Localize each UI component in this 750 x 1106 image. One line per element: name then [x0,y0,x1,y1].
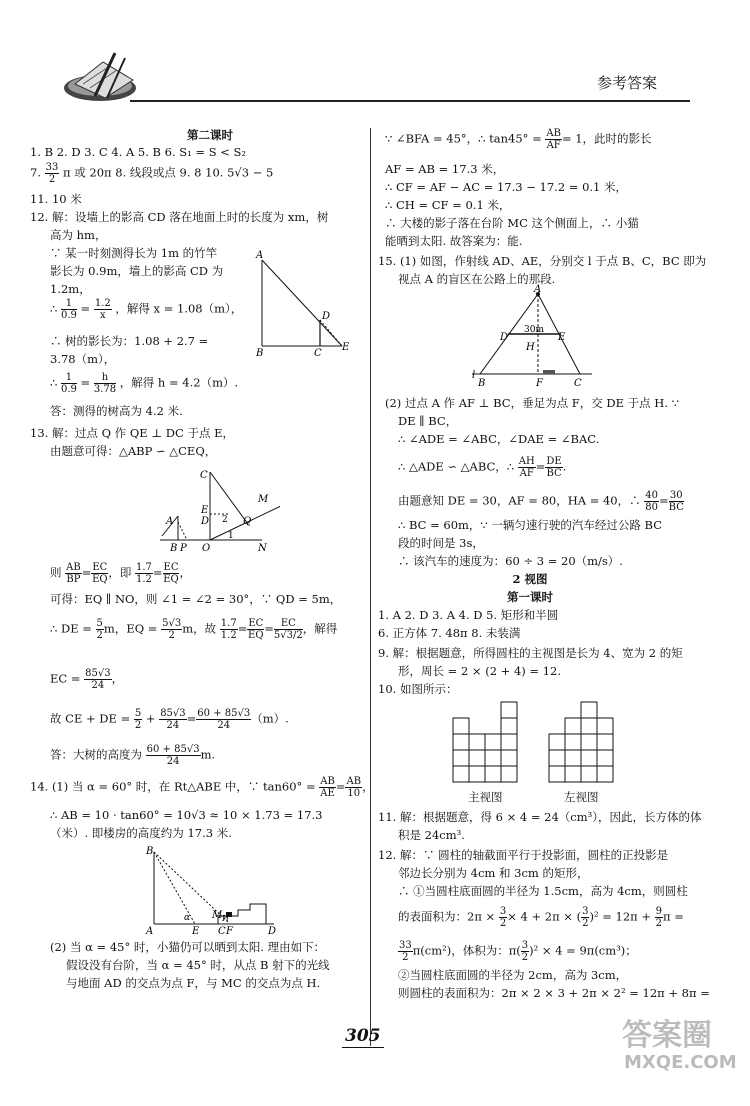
answers-1-6: 1. B 2. D 3. C 4. A 5. B 6. S₁ = S < S₂ [30,145,247,159]
label-m: M [258,494,269,505]
q13-line5: ∴ DE = $\frac{5}{2}$ m，EQ = $\frac{5√3}{2}$ m，故 $\frac{1.7}{1.2}$ = $\frac{EC}{EQ}$ = $\frac{EC}{5√3/2}$ ，解得 [50,618,338,641]
label-2: 2 [222,515,228,525]
s-q11-line2: 积是 24cm³. [398,828,465,842]
label-h: H [222,914,229,923]
q15-line5: ∴ ∠ADE = ∠ABC，∠DAE = ∠BAC. [398,432,600,446]
label-d: D [268,926,277,936]
r-line4: ∴ CH = CF = 0.1 米， [385,198,511,212]
page-number-underline [342,1047,384,1048]
label-b: B [478,378,486,389]
label-c: C [314,348,322,359]
label-a: A [146,926,154,936]
s-q12-line4: 的表面积为：2π × $\frac{3}{2}$ × 4 + 2π × ( $\frac{3}{2}$ )² = 12π + $\frac{9}{2}$ π = [398,906,684,929]
q13-line2: 由题意可得：△ABP ∽ △CEQ， [50,444,217,458]
q13-diagram [150,466,280,554]
q12-line6: ∴ $\frac{1}{0.9}$ = $\frac{1.2}{x}$ ，解得 x = 1.08（m）， [50,298,243,321]
q15-line3: (2) 过点 A 作 AF ⊥ BC，垂足为点 F，交 DE 于点 H. ∵ [385,396,679,410]
label-d: D [322,311,331,322]
column-divider [370,128,371,1046]
label-d: D [500,332,509,343]
s-q10: 10. 如图所示： [378,682,458,696]
label-a: A [256,250,264,261]
q13-line3: 则 $\frac{AB}{BP}$ = $\frac{EC}{EQ}$ ，即 $\frac{1.7}{1.2}$ = $\frac{EC}{EQ}$ ， [50,562,191,585]
q15-diagram [468,284,598,394]
q12-line10: 答：测得的树高为 4.2 米. [50,404,183,418]
label-e: E [342,342,350,353]
label-30m: 30m [524,325,544,335]
s-q9-line1: 9. 解：根据题意，所得圆柱的主视图是长为 4、宽为 2 的矩 [378,646,683,660]
label-b: B [170,543,178,554]
q14-line1: 14. (1) 当 α = 60° 时，在 Rt△ABE 中，∵ tan60° = $\frac{AB}{AE}$ = $\frac{AB}{10}$ ， [30,776,374,799]
r-line6: 能晒到太阳. 故答案为：能. [385,234,523,248]
label-b: B [146,846,154,857]
label-c: C [574,378,582,389]
q15-line8: ∴ BC = 60m，∵ 一辆匀速行驶的汽车经过公路 BC [398,518,663,532]
s-q12-line2: 邻边长分别为 4cm 和 3cm 的矩形， [398,866,589,880]
q15-line7: 由题意知 DE = 30，AF = 80，HA = 40，∴ $\frac{40}{80}$ = $\frac{30}{BC}$ [398,490,684,513]
label-1: 1 [228,531,234,541]
label-f: F [226,926,233,936]
label-f: F [536,378,543,389]
label-c: C [200,470,208,481]
s-q12-line6: ②当圆柱底面圆的半径为 2cm，高为 3cm， [398,968,628,982]
q14-line4: (2) 当 α = 45° 时，小猫仍可以晒到太阳. 理由如下： [50,940,326,954]
s-q9-line2: 形，周长 = 2 × (2 + 4) = 12. [398,664,561,678]
label-q: Q [243,516,252,527]
q15-line10: ∴ 该汽车的速度为：60 ÷ 3 = 20（m/s）. [398,554,623,568]
s-answers-1-5: 1. A 2. D 3. A 4. D 5. 矩形和半圆 [378,608,559,622]
answers-7-10: 7. $\frac{33}{2}$ π 或 20π 8. 线段或点 9. 8 10. 5√3 − 5 [30,162,274,185]
label-h: H [526,342,535,353]
q15-line1: 15. (1) 如图，作射线 AD、AE，分别交 l 于点 B、C，BC 即为 [378,254,707,268]
label-a: A [166,516,174,527]
label-m: M [212,910,223,921]
label-alpha: α [184,913,191,923]
left-view-caption: 左视图 [564,790,599,804]
q13-line6: EC = $\frac{85√3}{24}$ ， [50,668,124,691]
q14-diagram [140,844,280,936]
q14-line5: 假设没有台阶，当 α = 45° 时，从点 B 射下的光线 [66,958,330,972]
r-line3: ∴ CF = AF − AC = 17.3 − 17.2 = 0.1 米， [385,180,628,194]
q15-line6: ∴ △ADE ∽ △ABC，∴ $\frac{AH}{AF}$ = $\frac{DE}{BC}$ . [398,456,567,479]
main-view-caption: 主视图 [468,790,503,804]
watermark-url: MXQE.COM [624,1052,737,1073]
q12-line2: 高为 hm， [50,228,107,242]
watermark-logo: 答案圈 [622,1018,712,1053]
s-q12-line7: 则圆柱的表面积为：2π × 2 × 3 + 2π × 2² = 12π + 8π = [398,986,710,1000]
q15-line9: 段的时间是 3s， [398,536,484,550]
q13-line4: 可得：EQ ∥ NO，则 ∠1 = ∠2 = 30°，∵ QD = 5m， [50,592,342,606]
label-o: O [202,543,211,554]
label-n: N [258,543,267,554]
label-l: l [472,370,476,381]
q12-diagram [252,250,352,360]
q12-line5: 1.2m， [50,282,91,296]
section-title: 第二课时 [187,128,233,142]
s-answers-6-8: 6. 正方体 7. 48π 8. 未装满 [378,626,521,640]
label-e: E [192,926,200,936]
section2-title: 2 视图 [512,572,548,586]
q15-line2: 视点 A 的盲区在公路上的那段. [398,272,556,286]
label-b: B [256,348,264,359]
answer-11: 11. 10 米 [30,192,82,206]
q12-line3: ∵ 某一时刻测得长为 1m 的竹竿 [50,246,218,260]
q12-line7: ∴ 树的影长为：1.08 + 2.7 = [50,334,209,348]
q15-line4: DE ∥ BC， [398,414,458,428]
q12-line1: 12. 解：设墙上的影高 CD 落在地面上时的长度为 xm，树 [30,210,329,224]
r-line5: ∴ 大楼的影子落在台阶 MC 这个侧面上，∴ 小猫 [385,216,639,230]
main-view-diagram [452,696,520,786]
q13-line8: 答：大树的高度为 $\frac{60 + 85√3}{24}$ m. [50,744,216,767]
q14-line2: ∴ AB = 10 · tan60° = 10√3 ≈ 10 × 1.73 = 17.3 [50,808,323,822]
q12-line4: 影长为 0.9m，墙上的影高 CD 为 [50,264,224,278]
header-rule [130,100,690,102]
q14-line3: （米）. 即楼房的高度约为 17.3 米. [50,826,232,840]
q14-line6: 与地面 AD 的交点为点 F，与 MC 的交点为点 H. [66,976,321,990]
s-q12-line1: 12. 解：∵ 圆柱的轴截面平行于投影面，圆柱的正投影是 [378,848,669,862]
s-q12-line5: $\frac{33}{2}$ π(cm²)，体积为：π( $\frac{3}{2}$ )² × 4 = 9π(cm³)； [399,940,637,963]
label-e: E [558,332,566,343]
section2-subtitle: 第一课时 [507,590,553,604]
q13-line7: 故 CE + DE = $\frac{5}{2}$ + $\frac{85√3}{24}$ = $\frac{60 + 85√3}{24}$ （m）. [50,708,289,731]
label-e: E [201,505,209,516]
q12-line8: 3.78（m）， [50,352,116,366]
label-c: C [218,926,226,936]
s-q12-line3: ∴ ①当圆柱底面圆的半径为 1.5cm，高为 4cm，则圆柱 [398,884,688,898]
label-d: D [201,516,210,527]
q12-line9: ∴ $\frac{1}{0.9}$ = $\frac{h}{3.78}$ ，解得 h = 4.2（m）. [50,372,239,395]
header-title: 参考答案 [597,74,658,92]
label-a: A [534,284,542,295]
r-line2: AF = AB = 17.3 米， [385,162,505,176]
left-view-diagram [548,696,616,786]
label-p: P [180,543,187,554]
r-line1: ∵ ∠BFA = 45°，∴ tan45° = $\frac{AB}{AF}$ = 1，此时的影长 [385,128,652,151]
q13-line1: 13. 解：过点 Q 作 QE ⊥ DC 于点 E， [30,426,235,440]
page-number: 305 [345,1026,381,1046]
fraction: $\frac{33}{2}$ [45,162,59,185]
s-q11-line1: 11. 解：根据题意，得 6 × 4 = 24（cm³），因此，长方体的体 [378,810,702,824]
